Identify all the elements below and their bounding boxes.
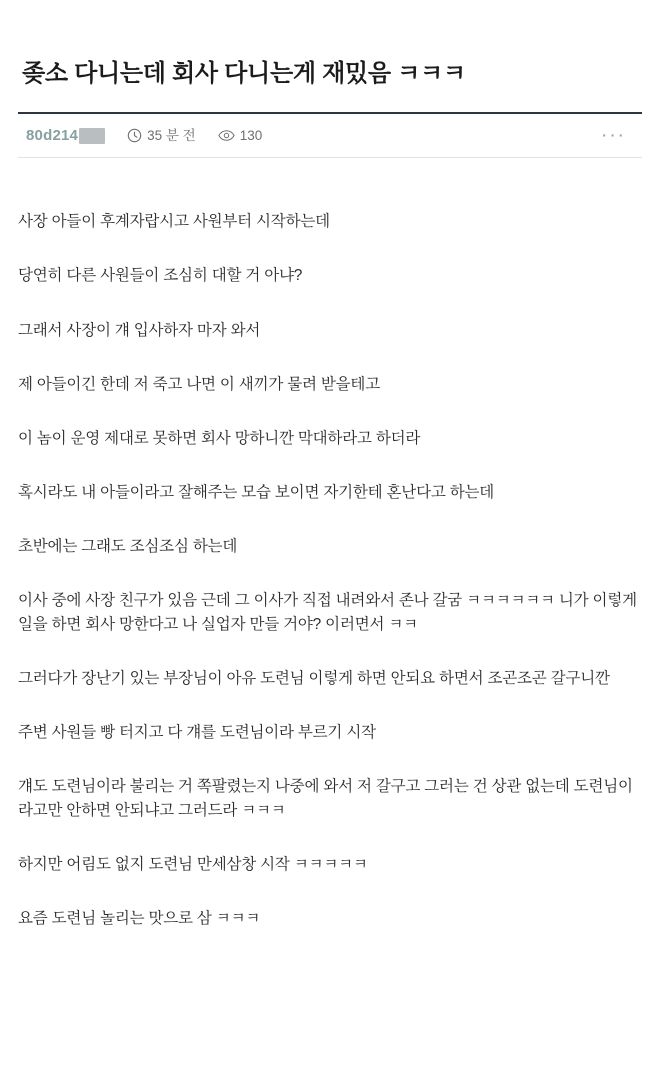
eye-icon [218,128,235,143]
post-paragraph: 이 놈이 운영 제대로 못하면 회사 망하니깐 막대하라고 하더라 [18,429,421,447]
post-paragraph: 하지만 어림도 없지 도련님 만세삼창 시작 ㅋㅋㅋㅋㅋ [18,855,368,873]
post-paragraph: 주변 사원들 빵 터지고 다 걔를 도련님이라 부르기 시작 [18,723,376,741]
post-paragraph: 이사 중에 사장 친구가 있음 근데 그 이사가 직접 내려와서 존나 갈굼 ㅋㅋㅋㅋㅋㅋ 니가 이렇게 일을 하면 회사 망한다고 나 실업자 만들 거야? 이러면서 ㅋㅋ [18,591,637,633]
page-title: 좆소 다니는데 회사 다니는게 재밌음 ㅋㅋㅋ [22,60,466,88]
author-id: 80d214 [26,127,79,145]
view-count-text: 130 [239,128,263,144]
clock-icon [127,128,142,143]
post-paragraph: 제 아들이긴 한데 저 죽고 나면 이 새끼가 물려 받을테고 [18,375,380,393]
author [26,127,105,144]
author-id-mask [79,128,105,144]
post-time-text: 35 분 전 [147,128,196,144]
more-options-icon[interactable]: ··· [601,125,626,147]
view-count [218,128,263,143]
post-paragraph: 걔도 도련님이라 불리는 거 쪽팔렸는지 나중에 와서 저 갈구고 그러는 건 상관 없는데 도련님이라고만 안하면 안되냐고 그러드라 ㅋㅋㅋ [18,777,633,819]
post-paragraph: 그래서 사장이 걔 입사하자 마자 와서 [18,321,261,339]
post-page [0,16,660,1080]
post-paragraph: 초반에는 그래도 조심조심 하는데 [18,537,238,555]
post-paragraph: 요즘 도련님 놀리는 맛으로 삼 ㅋㅋㅋ [18,909,261,927]
post-meta-bar [18,112,642,158]
post-paragraph: 당연히 다른 사원들이 조심히 대할 거 아냐? [18,267,303,285]
post-paragraph: 혹시라도 내 아들이라고 잘해주는 모습 보이면 자기한테 혼난다고 하는데 [18,483,495,501]
post-paragraph: 그러다가 장난기 있는 부장님이 아유 도련님 이렇게 하면 안되요 하면서 조곤조곤 갈구니깐 [18,669,610,687]
post-content [0,158,660,960]
post-paragraph: 사장 아들이 후계자랍시고 사원부터 시작하는데 [18,213,330,231]
post-time [127,128,196,143]
